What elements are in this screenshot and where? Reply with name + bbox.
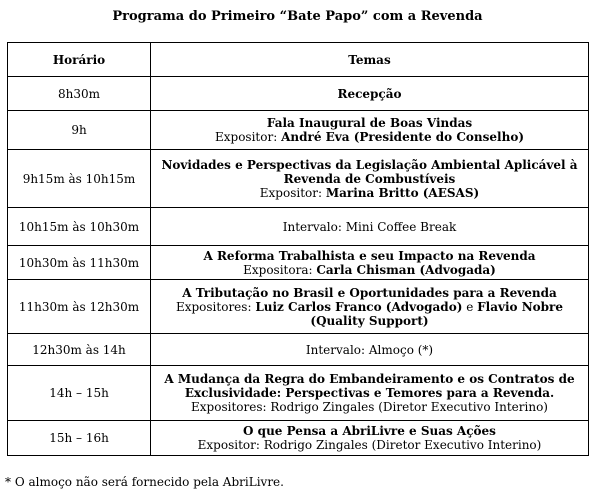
time-cell: 10h30m às 11h30m — [8, 246, 151, 280]
speaker-name: Luiz Carlos Franco (Advogado) — [255, 299, 463, 314]
table-row — [8, 111, 589, 150]
topic-title: Fala Inaugural de Boas Vindas — [266, 116, 473, 130]
speaker-name: Flavio Nobre (Quality Support) — [310, 299, 564, 328]
topic-cell: Intervalo: Almoço (*) — [151, 334, 589, 366]
speaker-label: Expositor: — [259, 185, 326, 200]
speaker-label: Expositor: — [215, 130, 282, 144]
header-time: Horário — [8, 43, 151, 77]
time-cell: 9h — [8, 111, 151, 150]
topic-cell — [151, 150, 589, 208]
speaker-line — [154, 130, 585, 144]
topic-cell — [151, 246, 589, 280]
table-row — [8, 246, 589, 280]
time-cell: 14h – 15h — [8, 366, 151, 421]
header-topics: Temas — [151, 43, 589, 77]
speaker-name: Carla Chisman (Advogada) — [316, 262, 496, 277]
time-cell: 9h15m às 10h15m — [8, 150, 151, 208]
table-row — [8, 77, 589, 111]
speaker-label: Expositora: — [243, 262, 317, 277]
topic-cell — [151, 77, 589, 111]
table-header-row — [8, 43, 589, 77]
table-row — [8, 208, 589, 246]
topic-title: A Mudança da Regra do Embandeiramento e os Contratos de Exclusividade: Perspectivas e Temores para a Revenda. — [164, 372, 575, 400]
table-row — [8, 334, 589, 366]
topic-title: Novidades e Perspectivas da Legislação Ambiental Aplicável à Revenda de Combustíveis — [161, 157, 578, 186]
time-cell: 12h30m às 14h — [8, 334, 151, 366]
speaker-line: Expositores: Rodrigo Zingales (Diretor Executivo Interino) — [191, 400, 548, 414]
time-cell: 10h15m às 10h30m — [8, 208, 151, 246]
speaker-label: Expositores: — [175, 299, 256, 314]
table-row — [8, 280, 589, 334]
lunch-footnote: * O almoço não será fornecido pela AbriLivre. — [5, 475, 284, 489]
speaker-name: André Eva (Presidente do Conselho) — [281, 130, 524, 144]
speaker-line — [154, 300, 585, 328]
time-cell: 11h30m às 12h30m — [8, 280, 151, 334]
time-cell: 15h – 16h — [8, 421, 151, 456]
topic-title: A Tributação no Brasil e Oportunidades para a Revenda — [182, 285, 557, 300]
speaker-line — [154, 263, 585, 277]
table-row — [8, 366, 589, 421]
program-title: Programa do Primeiro “Bate Papo” com a Revenda — [112, 9, 483, 24]
topic-title: Recepção — [337, 86, 402, 101]
topic-title: A Reforma Trabalhista e seu Impacto na Revenda — [203, 248, 536, 263]
topic-cell — [151, 280, 589, 334]
topic-cell — [151, 421, 589, 456]
table-row — [8, 150, 589, 208]
table-row — [8, 421, 589, 456]
speaker-line: Expositor: Rodrigo Zingales (Diretor Executivo Interino) — [197, 438, 542, 452]
speaker-joiner: e — [462, 299, 478, 314]
speaker-line — [154, 186, 585, 200]
topic-cell — [151, 366, 589, 421]
topic-title: O que Pensa a AbriLivre e Suas Ações — [243, 424, 496, 438]
schedule-table — [7, 42, 589, 456]
topic-cell: Intervalo: Mini Coffee Break — [151, 208, 589, 246]
time-cell: 8h30m — [8, 77, 151, 111]
speaker-name: Marina Britto (AESAS) — [325, 185, 480, 200]
topic-cell — [151, 111, 589, 150]
